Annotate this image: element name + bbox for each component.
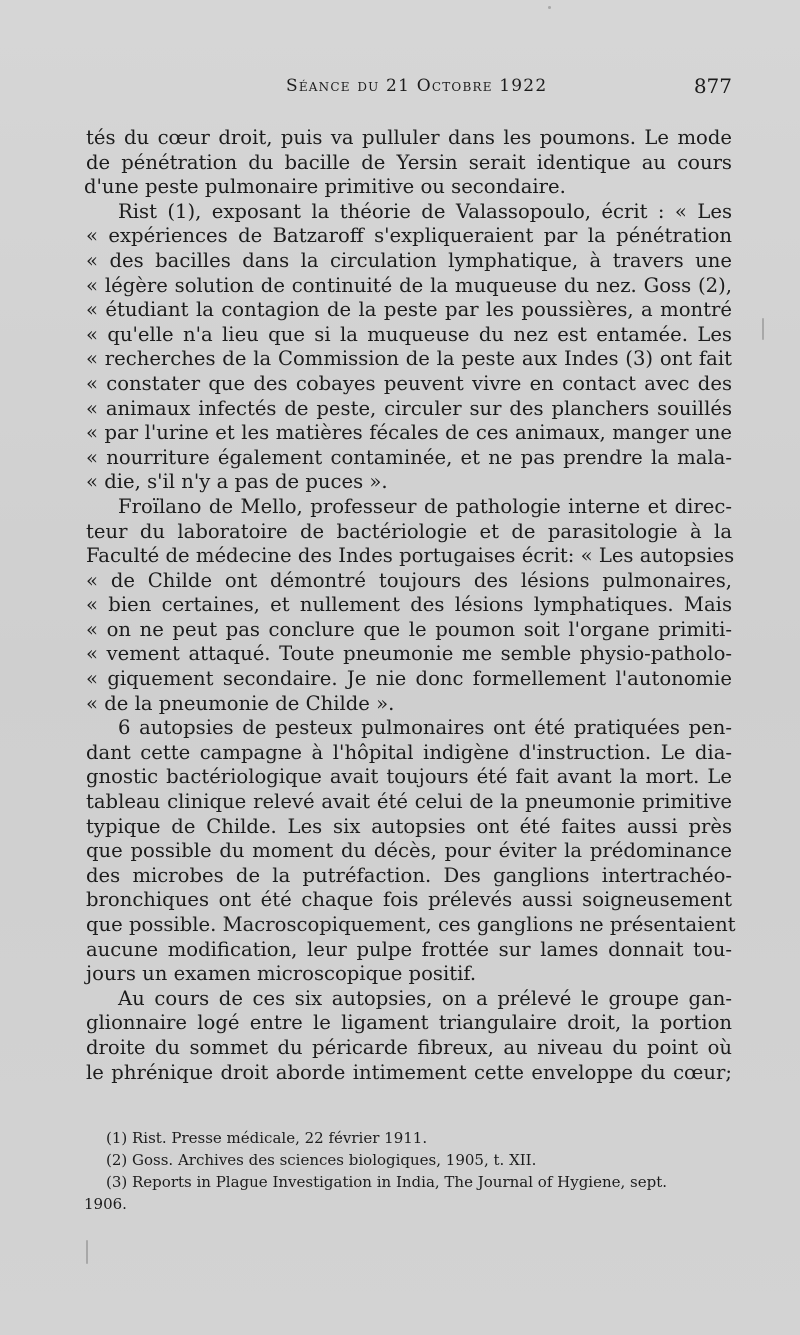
text-line: « vement attaqué. Toute pneumonie me semble physio-patholo- [86, 642, 732, 666]
text-line: tés du cœur droit, puis va pulluler dans les poumons. Le mode [86, 126, 732, 149]
text-line: Au cours de ces six autopsies, on a prélevé le groupe gan- [118, 986, 732, 1010]
text-line: 6 autopsies de pesteux pulmonaires ont été pratiquées pen- [118, 716, 732, 740]
body-text [84, 126, 736, 1085]
text-line: « animaux infectés de peste, circuler sur des planchers souillés [86, 396, 732, 420]
footnote: (3) Reports in Plague Investigation in India, The Journal of Hygiene, sept. [106, 1173, 668, 1191]
page-header [86, 72, 736, 102]
text-line: Faculté de médecine des Indes portugaises écrit: « Les autopsies [86, 544, 735, 568]
text-line: « légère solution de continuité de la muqueuse du nez. Goss (2), [86, 273, 732, 297]
text-line: « constater que des cobayes peuvent vivre en contact avec des [86, 371, 732, 395]
text-line: « giquement secondaire. Je nie donc formellement l'autonomie [86, 667, 732, 691]
text-line: Froïlano de Mello, professeur de pathologie interne et direc- [118, 494, 732, 518]
text-line: dant cette campagne à l'hôpital indigène d'instruction. Le dia- [86, 740, 732, 764]
text-line: aucune modification, leur pulpe frottée sur lames donnait tou- [86, 937, 732, 961]
text-line: teur du laboratoire de bactériologie et de parasitologie à la [86, 519, 732, 543]
text-line: droite du sommet du péricarde fibreux, au niveau du point où [86, 1035, 732, 1059]
text-line: que possible. Macroscopiquement, ces ganglions ne présentaient [86, 913, 736, 936]
text-line: Rist (1), exposant la théorie de Valassopoulo, écrit : « Les [118, 199, 732, 223]
footnote-continuation: 1906. [84, 1195, 127, 1213]
text-line: bronchiques ont été chaque fois prélevés aussi soigneusement [86, 888, 732, 912]
paper-speck [548, 6, 551, 9]
text-line: « recherches de la Commission de la peste aux Indes (3) ont fait [86, 347, 732, 371]
text-line: « étudiant la contagion de la peste par les poussières, a montré [86, 298, 732, 322]
paper-speck [86, 1240, 88, 1264]
text-line: tableau clinique relevé avait été celui de la pneumonie primitive [86, 790, 732, 814]
text-line: « des bacilles dans la circulation lymphatique, à travers une [86, 248, 732, 272]
text-line: « nourriture également contaminée, et ne pas prendre la mala- [86, 445, 732, 469]
text-line: que possible du moment du décès, pour éviter la prédominance [86, 839, 732, 863]
text-line: jours un examen microscopique positif. [86, 962, 477, 986]
text-line: des microbes de la putréfaction. Des ganglions intertrachéo- [86, 863, 732, 887]
text-line: « on ne peut pas conclure que le poumon soit l'organe primiti- [86, 617, 732, 641]
text-line: typique de Childe. Les six autopsies ont été faites aussi près [86, 814, 732, 838]
text-line: « de Childe ont démontré toujours des lésions pulmonaires, [86, 568, 732, 592]
paper-speck [762, 318, 764, 340]
text-line: « de la pneumonie de Childe ». [86, 691, 395, 715]
footnote: (2) Goss. Archives des sciences biologiques, 1905, t. XII. [106, 1151, 537, 1169]
footnotes [84, 1127, 736, 1215]
text-line: glionnaire logé entre le ligament triangulaire droit, la portion [86, 1011, 732, 1035]
text-line: « qu'elle n'a lieu que si la muqueuse du nez est entamée. Les [86, 322, 732, 346]
footnote: (1) Rist. Presse médicale, 22 février 1911. [106, 1129, 428, 1147]
text-line: « die, s'il n'y a pas de puces ». [86, 470, 388, 494]
page-number: 877 [693, 74, 732, 98]
text-line: de pénétration du bacille de Yersin serait identique au cours [86, 150, 732, 174]
text-line: « expériences de Batzaroff s'expliqueraient par la pénétration [86, 224, 732, 248]
text-line: « bien certaines, et nullement des lésions lymphatiques. Mais [86, 593, 732, 617]
text-line: gnostic bactériologique avait toujours été fait avant la mort. Le [86, 765, 732, 789]
text-line: « par l'urine et les matières fécales de ces animaux, manger une [86, 421, 732, 445]
text-line: d'une peste pulmonaire primitive ou secondaire. [84, 175, 566, 199]
text-line: le phrénique droit aborde intimement cette enveloppe du cœur; [86, 1060, 732, 1084]
running-title: Séance du 21 Octobre 1922 [286, 76, 548, 96]
